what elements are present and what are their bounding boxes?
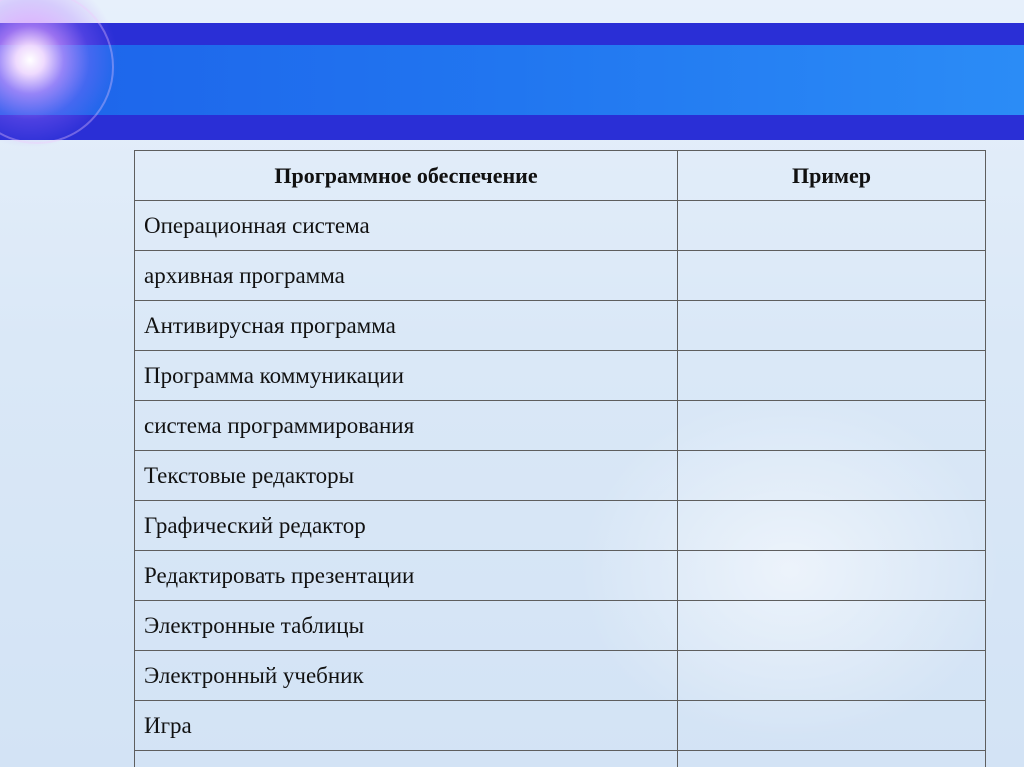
table-row-partial [135,751,986,767]
table-row [135,401,986,451]
software-cell: Текстовые редакторы [135,451,678,501]
example-cell [678,451,986,501]
software-cell: Антивирусная программа [135,301,678,351]
software-cell: Операционная система [135,201,678,251]
example-cell [678,251,986,301]
software-cell: Редактировать презентации [135,551,678,601]
table-row [135,451,986,501]
example-cell [678,751,986,767]
table-row [135,601,986,651]
example-cell [678,651,986,701]
table-row [135,701,986,751]
table-row [135,251,986,301]
example-cell [678,201,986,251]
software-cell: система программирования [135,401,678,451]
example-cell [678,551,986,601]
table-row [135,351,986,401]
column-header-software: Программное обеспечение [135,151,678,201]
software-cell: архивная программа [135,251,678,301]
example-cell [678,351,986,401]
table-row [135,201,986,251]
software-cell [135,751,678,767]
table-row [135,551,986,601]
example-cell [678,601,986,651]
example-cell [678,301,986,351]
table-row [135,651,986,701]
header-band-inner [0,45,1024,115]
table-row [135,501,986,551]
software-cell: Электронные таблицы [135,601,678,651]
software-cell: Графический редактор [135,501,678,551]
example-cell [678,401,986,451]
table-row [135,301,986,351]
example-cell [678,501,986,551]
table-header-row [135,151,986,201]
software-cell: Программа коммуникации [135,351,678,401]
software-cell: Электронный учебник [135,651,678,701]
column-header-example: Пример [678,151,986,201]
software-cell: Игра [135,701,678,751]
example-cell [678,701,986,751]
software-table [134,150,986,767]
